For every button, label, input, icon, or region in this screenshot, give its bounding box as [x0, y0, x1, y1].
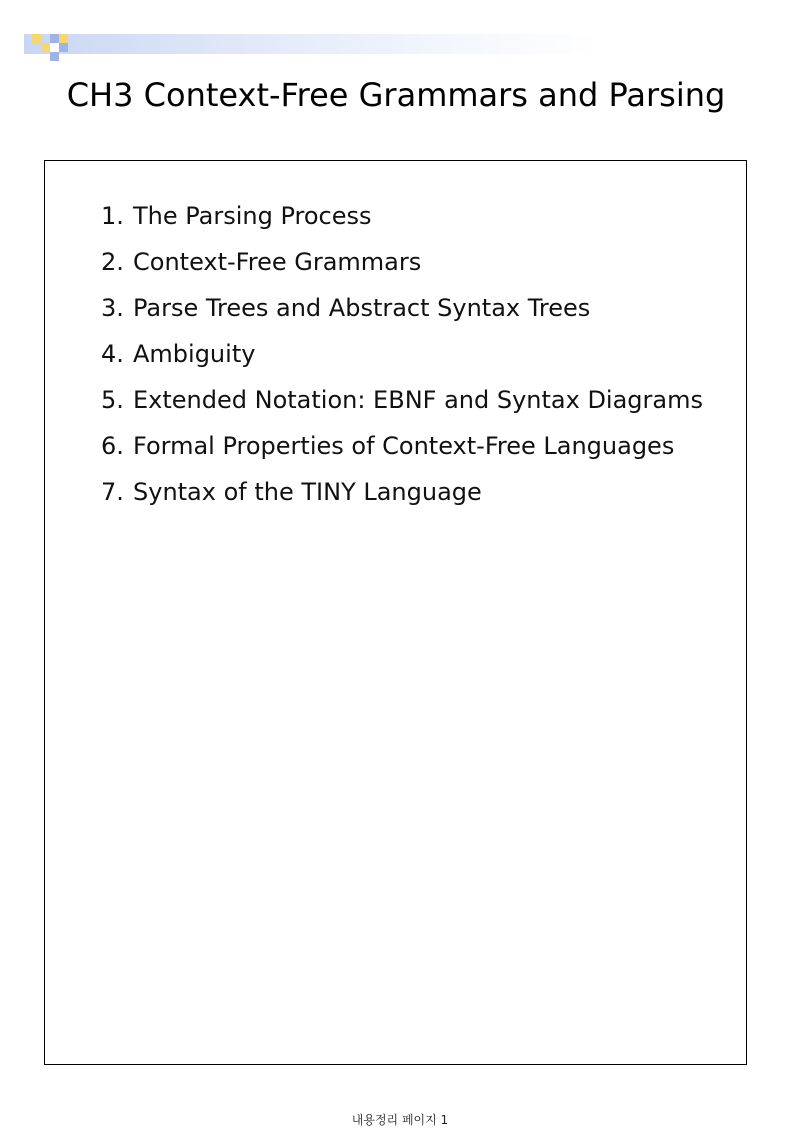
page-footer: 내용정리 페이지 1 — [351, 1113, 449, 1127]
page-title: CH3 Context-Free Grammars and Parsing — [66, 76, 726, 114]
list-item — [101, 475, 721, 510]
list-item-number: 7. — [101, 478, 124, 506]
list-item-text: Ambiguity — [133, 340, 256, 368]
list-item — [101, 337, 721, 372]
list-item — [101, 245, 721, 280]
list-item-number: 5. — [101, 386, 124, 414]
decorative-square — [59, 43, 68, 52]
header-decoration — [24, 32, 600, 60]
list-item-text: Extended Notation: EBNF and Syntax Diagrams — [133, 386, 703, 414]
table-of-contents — [101, 199, 721, 521]
list-item-text: Context-Free Grammars — [133, 248, 422, 276]
decorative-square — [50, 34, 59, 43]
list-item-number: 3. — [101, 294, 124, 322]
list-item-text: Parse Trees and Abstract Syntax Trees — [133, 294, 591, 322]
list-item-number: 6. — [101, 432, 124, 460]
decorative-square — [32, 34, 41, 43]
decorative-square — [41, 43, 50, 52]
list-item-number: 1. — [101, 202, 124, 230]
list-item — [101, 383, 721, 418]
list-item — [101, 291, 721, 326]
header-gradient-bar — [24, 34, 600, 54]
decorative-square — [59, 34, 68, 43]
list-item-text: Formal Properties of Context-Free Languages — [133, 432, 675, 460]
decorative-square — [50, 43, 59, 52]
decorative-square — [50, 52, 59, 61]
list-item-number: 2. — [101, 248, 124, 276]
list-item-text: The Parsing Process — [133, 202, 372, 230]
list-item — [101, 429, 721, 464]
list-item-text: Syntax of the TINY Language — [133, 478, 482, 506]
content-box — [44, 160, 747, 1065]
list-item — [101, 199, 721, 234]
list-item-number: 4. — [101, 340, 124, 368]
